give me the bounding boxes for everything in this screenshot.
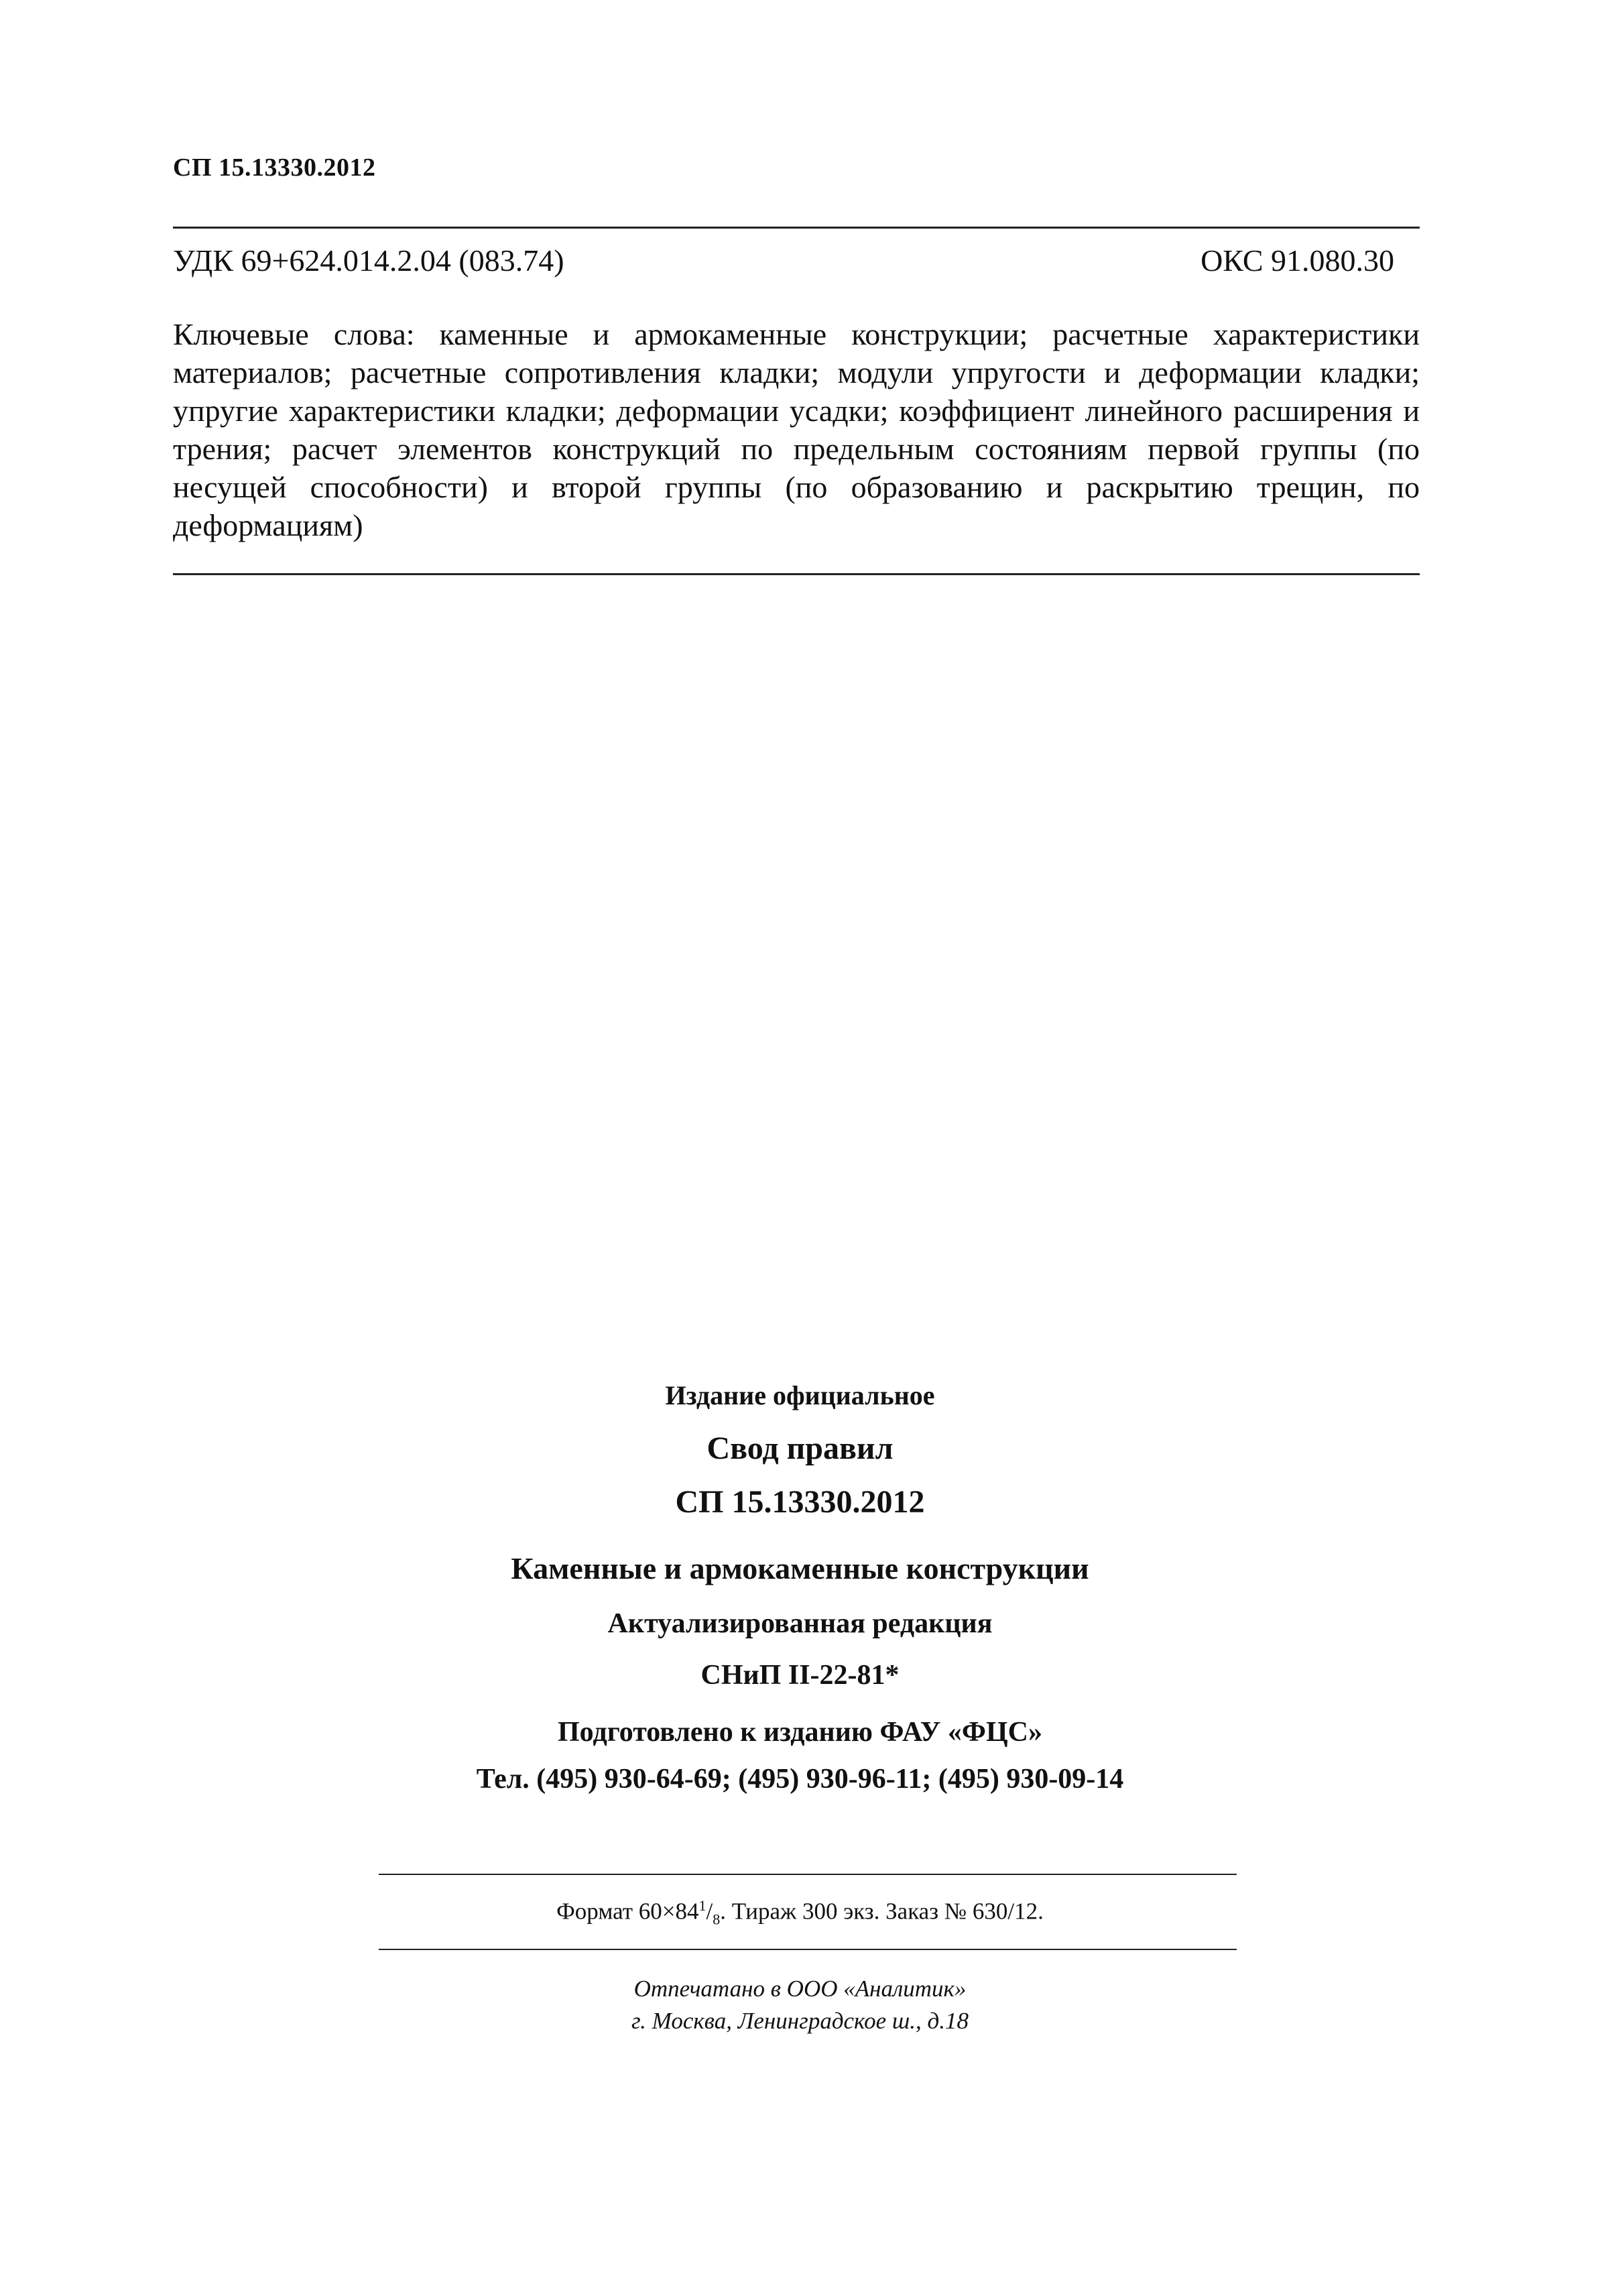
classification-row	[173, 243, 1394, 278]
divider	[173, 573, 1420, 575]
divider	[379, 1949, 1237, 1950]
udk-code: УДК 69+624.014.2.04 (083.74)	[173, 243, 564, 278]
prepared-by: Подготовлено к изданию ФАУ «ФЦС»	[558, 1717, 1042, 1748]
printer-address: г. Москва, Ленинградское ш., д.18	[631, 2008, 969, 2034]
document-code: СП 15.13330.2012	[173, 154, 376, 182]
phone-numbers: Тел. (495) 930-64-69; (495) 930-96-11; (495) 930-09-14	[476, 1764, 1124, 1795]
oks-code: ОКС 91.080.30	[1201, 243, 1394, 278]
print-format-line: Формат $60\times 84^1/_8$. Тираж 300 экз. Заказ № 630/12.	[556, 1897, 1044, 1928]
sp-code: СП 15.13330.2012	[675, 1484, 925, 1520]
revision-label: Актуализированная редакция	[607, 1608, 993, 1639]
document-title: Каменные и армокаменные конструкции	[511, 1551, 1089, 1585]
divider	[379, 1874, 1237, 1875]
snip-code: СНиП II-22-81*	[700, 1660, 900, 1691]
format-prefix: Формат 60×84	[556, 1898, 699, 1925]
printer-info	[0, 1973, 1600, 2037]
svod-label: Свод правил	[706, 1431, 894, 1466]
format-fraction-numerator: 1	[698, 1897, 706, 1914]
format-suffix: . Тираж 300 экз. Заказ № 630/12.	[720, 1898, 1044, 1925]
keywords-paragraph: Ключевые слова: каменные и армокаменные конструкции; расчетные характеристики материалов; расчетные сопротивления кладки; модули упругости и деформации кладки; упругие характеристики кладки; деформации усадки; коэффициент линейного расширения и трения; расчет элементов конструкций по предельным состояниям первой группы (по несущей способности) и второй группы (по образованию и раскрытию трещин, по деформациям)	[173, 317, 1420, 542]
edition-label: Издание официальное	[665, 1380, 935, 1410]
printer-name: Отпечатано в ООО «Аналитик»	[633, 1976, 967, 2002]
divider	[173, 227, 1420, 229]
format-fraction-denominator: 8	[713, 1911, 721, 1928]
